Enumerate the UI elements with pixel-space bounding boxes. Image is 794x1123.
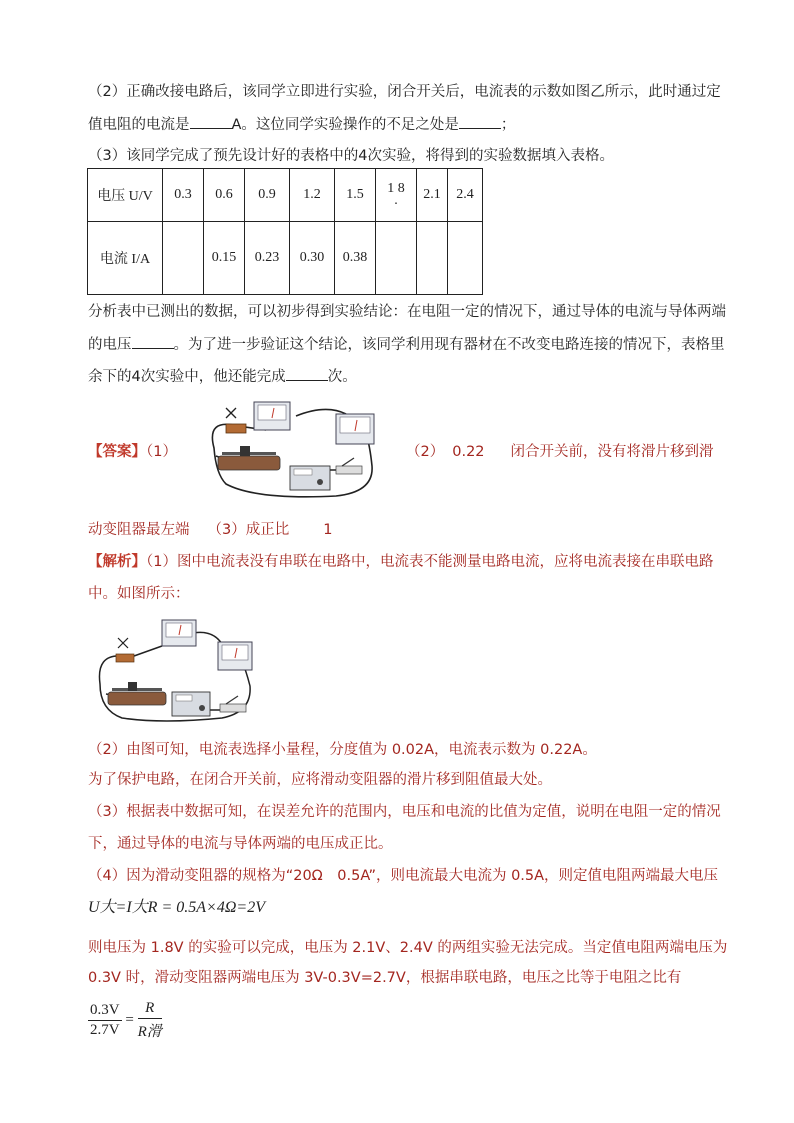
analysis-line-1: 【解析】（1）图中电流表没有串联在电路中，电流表不能测量电路电流，应将电流表接在串联电路 — [88, 554, 714, 570]
answer-blank-relation — [132, 334, 174, 349]
power-supply-icon — [172, 692, 210, 716]
knife-switch-icon — [220, 696, 246, 712]
table-cell: 1.2 — [290, 169, 335, 222]
table-cell — [163, 222, 204, 295]
q3-analysis-2: 的电压 。为了进一步验证这个结论，该同学利用现有器材在不改变电路连接的情况下，表格里 — [88, 334, 725, 355]
q2-text-c: ； — [500, 117, 516, 133]
fraction-left: $\frac{0.3V}{2.7V}$ — [90, 1002, 120, 1038]
analysis-circuit-diagram — [92, 614, 260, 724]
switch-icon — [226, 408, 236, 418]
answer-blank-deficiency — [459, 114, 501, 129]
data-table — [87, 168, 483, 295]
analysis-line-3: （2）由图可知，电流表选择小量程，分度值为 0.02A，电流表示数为 0.22A。 — [88, 742, 597, 758]
table-cell: 0.9 — [245, 169, 290, 222]
answer-blank-count — [286, 366, 328, 381]
table-cell: 1 8 . — [376, 169, 417, 222]
fraction-right: $\frac{R}{\text{R滑}}$ — [137, 1000, 162, 1040]
analysis-line-9: 0.3V 时，滑动变阻器两端电压为 3V-0.3V=2.7V，根据串联电路，电压之比等于电阻之比有 — [88, 970, 682, 986]
analysis-line-5: （3）根据表中数据可知，在误差允许的范围内，电压和电流的比值为定值，说明在电阻一定的情况 — [88, 804, 721, 820]
table-cell: 0.15 — [204, 222, 245, 295]
resistor-icon — [226, 424, 246, 433]
q3-analysis-1: 分析表中已测出的数据，可以初步得到实验结论：在电阻一定的情况下，通过导体的电流与导体两端 — [88, 304, 726, 320]
table-row-current — [88, 222, 483, 295]
analysis-line-8: 则电压为 1.8V 的实验可以完成，电压为 2.1V、2.4V 的两组实验无法完成。当定值电阻两端电压为 — [88, 940, 728, 956]
table-cell — [448, 222, 483, 295]
table-cell: 0.23 — [245, 222, 290, 295]
table-cell: 2.1 — [417, 169, 448, 222]
analysis-tag: 【解析】 — [88, 554, 146, 570]
switch-icon — [118, 638, 128, 648]
table-header-voltage: 电压 U/V — [88, 169, 163, 222]
table-cell: 0.3 — [163, 169, 204, 222]
answer-line-1: 【答案】（1） — [88, 444, 177, 460]
q2-text-a: 值电阻的电流是 — [88, 117, 190, 133]
rheostat-icon — [108, 682, 166, 705]
resistor-icon — [116, 654, 134, 662]
analysis-line-2: 中。如图所示： — [88, 586, 190, 602]
power-supply-icon — [290, 466, 330, 490]
table-cell: 0.38 — [335, 222, 376, 295]
knife-switch-icon — [336, 458, 362, 474]
q2-line-1: （2）正确改接电路后，该同学立即进行实验，闭合开关后，电流表的示数如图乙所示，此时通过定 — [88, 84, 721, 100]
table-header-current: 电流 I/A — [88, 222, 163, 295]
answer-circuit-diagram — [196, 396, 386, 504]
table-cell — [376, 222, 417, 295]
q3-analysis-3: 余下的4次实验中，他还能完成 次。 — [88, 366, 357, 387]
answer-blank-current — [190, 114, 232, 129]
table-row-voltage — [88, 169, 483, 222]
ratio-equation: $\frac{0.3V}{2.7V}$ = $\frac{R}{\text{R滑}}$ — [90, 1000, 162, 1040]
q2-line-2 — [88, 114, 515, 135]
formula-max-voltage: U大=I大R = 0.5A×4Ω=2V — [88, 899, 265, 916]
table-cell: 1.5 — [335, 169, 376, 222]
answer-part-2: （2） 0.22 闭合开关前，没有将滑片移到滑 — [406, 444, 714, 460]
rheostat-icon — [218, 446, 280, 470]
q2-text-b: A。这位同学实验操作的不足之处是 — [231, 117, 459, 133]
table-cell — [417, 222, 448, 295]
q3-intro: （3）该同学完成了预先设计好的表格中的4次实验，将得到的实验数据填入表格。 — [88, 148, 614, 164]
table-cell: 2.4 — [448, 169, 483, 222]
analysis-line-7: （4）因为滑动变阻器的规格为“20Ω 0.5A”，则电流最大电流为 0.5A，则定值电阻两端最大电压 — [88, 868, 719, 884]
answer-line-2: 动变阻器最左端 （3）成正比 1 — [88, 522, 333, 538]
table-cell: 0.30 — [290, 222, 335, 295]
table-cell: 0.6 — [204, 169, 245, 222]
analysis-line-4: 为了保护电路，在闭合开关前，应将滑动变阻器的滑片移到阻值最大处。 — [88, 772, 552, 788]
answer-tag: 【答案】 — [88, 444, 146, 460]
analysis-line-6: 下，通过导体的电流与导体两端的电压成正比。 — [88, 836, 393, 852]
